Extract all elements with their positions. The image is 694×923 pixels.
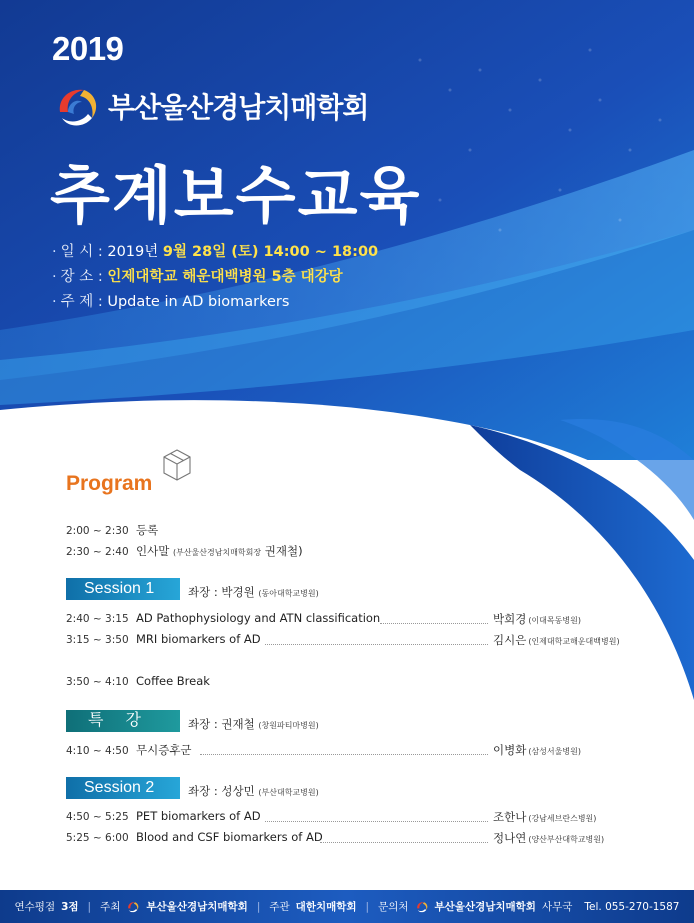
page-title: 추계보수교육 [50, 159, 422, 232]
talk-title: Blood and CSF biomarkers of AD [136, 830, 323, 844]
talk-time: 4:10 ~ 4:50 [66, 745, 129, 757]
speaker-name: 김시은 [493, 633, 527, 647]
talk-time: 2:40 ~ 3:15 [66, 613, 129, 625]
leader-dots [380, 623, 488, 624]
row-title: 인사말 [136, 544, 170, 558]
talk-title: MRI biomarkers of AD [136, 632, 261, 646]
place-value: 인제대학교 해운대백병원 5층 대강당 [107, 269, 343, 285]
bullet-icon: · [52, 294, 57, 310]
speaker-affiliation: (양산부산대학교병원) [528, 835, 605, 844]
speaker-affiliation: (이대목동병원) [528, 616, 581, 625]
leader-dots [265, 821, 488, 822]
talk-title: AD Pathophysiology and ATN classification [136, 611, 381, 625]
leader-dots [200, 754, 488, 755]
session-2-chair [188, 783, 319, 799]
contact-label: 문의처 [378, 901, 409, 913]
bullet-icon: · [52, 244, 57, 260]
society-name: 부산울산경남치매학회 [108, 91, 369, 124]
talk-time: 5:25 ~ 6:00 [66, 832, 129, 844]
talk-row [66, 830, 323, 844]
info-date [52, 240, 378, 261]
talk-speaker [493, 830, 604, 846]
credits-value: 3점 [61, 901, 79, 913]
leader-dots [265, 644, 488, 645]
session-1-chair [188, 584, 319, 600]
talk-title: 무시증후군 [136, 743, 192, 757]
talk-speaker [493, 611, 581, 627]
host-label: 주최 [100, 901, 121, 913]
chair-label: 좌장 : 성상민 [188, 784, 255, 798]
speaker-name: 박희경 [493, 612, 527, 626]
schedule-row-coffee [66, 674, 210, 688]
chair-affiliation: (부산대학교병원) [258, 788, 319, 797]
row-name: 권재철) [264, 544, 303, 558]
row-title: Coffee Break [136, 674, 210, 688]
society-logo-icon [52, 82, 102, 132]
speaker-name: 이병화 [493, 743, 527, 757]
speaker-affiliation: (강남세브란스병원) [528, 814, 597, 823]
talk-row [66, 809, 261, 823]
organizer-value: 대한치매학회 [295, 901, 357, 913]
talk-time: 3:15 ~ 3:50 [66, 634, 129, 646]
speaker-affiliation: (인제대학교해운대백병원) [528, 637, 620, 646]
row-note: (부산울산경남치매학회장 [172, 548, 262, 557]
info-place [52, 265, 343, 286]
credits-label: 연수평점 [14, 901, 56, 913]
office-label: 사무국 [541, 901, 573, 913]
contact-value: 부산울산경남치매학회 [434, 901, 536, 913]
footer-bar [0, 890, 694, 923]
row-time: 2:00 ~ 2:30 [66, 525, 129, 537]
chair-affiliation: (창원파티마병원) [258, 721, 319, 730]
separator: | [365, 900, 370, 913]
society-logo-icon [415, 900, 429, 914]
bullet-icon: · [52, 269, 57, 285]
row-title: 등록 [136, 523, 159, 537]
session-1-bar: Session 1 [66, 578, 180, 600]
date-label: 일 시 : [60, 244, 103, 260]
talk-time: 4:50 ~ 5:25 [66, 811, 129, 823]
cube-icon [162, 448, 192, 482]
row-time: 3:50 ~ 4:10 [66, 676, 129, 688]
talk-row [66, 611, 380, 625]
date-value: 9월 28일 (토) 14:00 ~ 18:00 [162, 244, 379, 260]
host-value: 부산울산경남치매학회 [146, 901, 248, 913]
talk-title: PET biomarkers of AD [136, 809, 261, 823]
talk-speaker [493, 809, 596, 825]
leader-dots [320, 842, 488, 843]
place-label: 장 소 : [60, 269, 103, 285]
speaker-name: 정나연 [493, 831, 527, 845]
date-year: 2019년 [107, 244, 159, 260]
schedule-row-greeting [66, 543, 303, 559]
chair-label: 좌장 : 권재철 [188, 717, 255, 731]
speaker-name: 조한나 [493, 810, 527, 824]
theme-value: Update in AD biomarkers [107, 294, 290, 310]
chair-label: 좌장 : 박경원 [188, 585, 255, 599]
society-logo-icon [126, 900, 140, 914]
separator: | [256, 900, 261, 913]
separator: | [87, 900, 92, 913]
talk-speaker [493, 742, 581, 758]
session-2-bar: Session 2 [66, 777, 180, 799]
schedule-row-registration [66, 522, 158, 538]
year: 2019 [52, 30, 124, 67]
organizer-label: 주관 [269, 901, 290, 913]
talk-speaker [493, 632, 620, 648]
row-time: 2:30 ~ 2:40 [66, 546, 129, 558]
tel-value: Tel. 055-270-1587 [584, 900, 680, 913]
special-lecture-bar: 특강 [66, 710, 180, 732]
speaker-affiliation: (삼성서울병원) [528, 747, 581, 756]
program-heading: Program [66, 472, 153, 495]
talk-row [66, 632, 261, 646]
talk-row [66, 742, 192, 758]
theme-label: 주 제 : [60, 294, 103, 310]
chair-affiliation: (동아대학교병원) [258, 589, 319, 598]
special-lecture-chair [188, 716, 319, 732]
info-theme [52, 290, 289, 311]
